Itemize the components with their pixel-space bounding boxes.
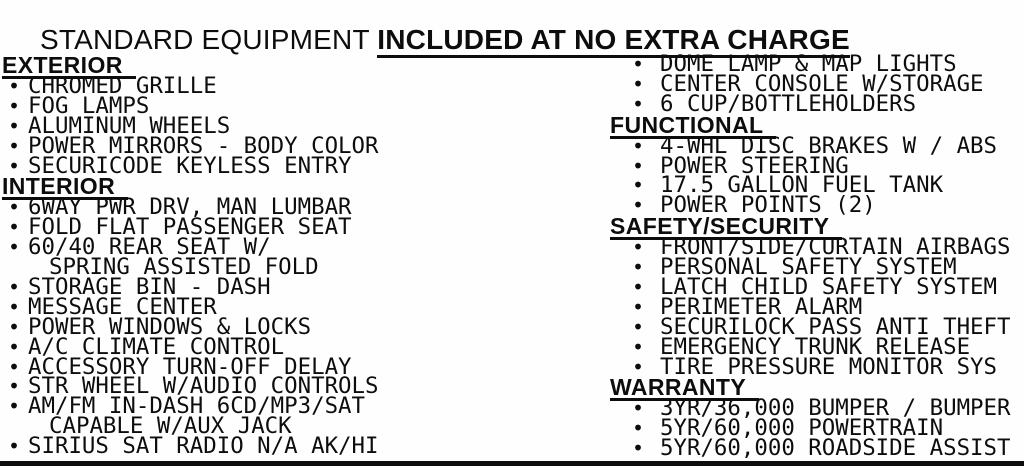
equipment-item-text: POWER POINTS (2) bbox=[660, 192, 876, 219]
bullet-icon: • bbox=[632, 71, 645, 96]
bullet-icon: • bbox=[8, 235, 21, 260]
section-heading-text: INTERIOR bbox=[2, 176, 128, 200]
equipment-item-text: DOME LAMP & MAP LIGHTS bbox=[660, 51, 957, 77]
bullet-icon: • bbox=[632, 255, 645, 280]
bullet-icon: • bbox=[632, 133, 645, 158]
equipment-item-text: CAPABLE W/AUX JACK bbox=[49, 413, 292, 440]
section-heading-text: EXTERIOR bbox=[2, 55, 136, 79]
bullet-icon: • bbox=[8, 133, 21, 158]
equipment-item-text: 6WAY PWR DRV, MAN LUMBAR bbox=[28, 194, 352, 221]
equipment-item-text: CENTER CONSOLE W/STORAGE bbox=[660, 70, 984, 97]
equipment-item-text: FOLD FLAT PASSENGER SEAT bbox=[28, 214, 352, 241]
equipment-item-text: EMERGENCY TRUNK RELEASE bbox=[660, 333, 971, 360]
equipment-item bbox=[610, 353, 1011, 380]
bullet-icon: • bbox=[8, 314, 21, 339]
bullet-icon: • bbox=[8, 374, 21, 399]
equipment-item-text: TIRE PRESSURE MONITOR SYS bbox=[660, 353, 998, 380]
bullet-icon: • bbox=[8, 394, 21, 419]
equipment-item-text: 3YR/36,000 BUMPER / BUMPER bbox=[660, 395, 1011, 422]
bullet-icon: • bbox=[632, 314, 645, 339]
equipment-item-text: 60/40 REAR SEAT W/ bbox=[28, 234, 271, 261]
equipment-item bbox=[2, 433, 379, 460]
bullet-icon: • bbox=[8, 334, 21, 359]
equipment-item-text: LATCH CHILD SAFETY SYSTEM bbox=[660, 274, 998, 301]
equipment-item-text: POWER MIRRORS - BODY COLOR bbox=[28, 132, 379, 159]
bullet-icon: • bbox=[632, 52, 645, 76]
equipment-item-text: AM/FM IN-DASH 6CD/MP3/SAT bbox=[28, 393, 366, 420]
bullet-icon: • bbox=[632, 396, 645, 421]
equipment-item-text: 4-WHL DISC BRAKES W / ABS bbox=[660, 132, 998, 159]
equipment-item-text: STORAGE BIN - DASH bbox=[28, 274, 271, 301]
equipment-item-text: MESSAGE CENTER bbox=[28, 293, 217, 320]
bullet-icon: • bbox=[8, 215, 21, 240]
bullet-icon: • bbox=[8, 74, 21, 98]
equipment-item-text: SPRING ASSISTED FOLD bbox=[49, 254, 319, 281]
equipment-column-right bbox=[610, 51, 1011, 462]
equipment-item-text: 5YR/60,000 ROADSIDE ASSIST bbox=[660, 435, 1011, 462]
equipment-item-text: STR WHEEL W/AUDIO CONTROLS bbox=[28, 373, 379, 400]
equipment-item-text: ACCESSORY TURN-OFF DELAY bbox=[28, 353, 352, 380]
section-heading-text: WARRANTY bbox=[610, 377, 759, 401]
equipment-item-text: 5YR/60,000 POWERTRAIN bbox=[660, 415, 944, 442]
bullet-icon: • bbox=[8, 93, 21, 118]
bullet-icon: • bbox=[632, 436, 645, 461]
bullet-icon: • bbox=[8, 113, 21, 138]
equipment-item-text: SECURICODE KEYLESS ENTRY bbox=[28, 152, 352, 179]
bullet-icon: • bbox=[632, 153, 645, 178]
bullet-icon: • bbox=[8, 434, 21, 459]
bullet-icon: • bbox=[632, 416, 645, 441]
bullet-icon: • bbox=[8, 354, 21, 379]
bullet-icon: • bbox=[632, 235, 645, 260]
equipment-item-text: FRONT/SIDE/CURTAIN AIRBAGS bbox=[660, 234, 1011, 261]
bullet-icon: • bbox=[632, 91, 645, 116]
equipment-item bbox=[610, 90, 1011, 117]
bullet-icon: • bbox=[8, 294, 21, 319]
bullet-icon: • bbox=[632, 334, 645, 359]
section-heading-text: SAFETY/SECURITY bbox=[610, 216, 842, 240]
equipment-item-text: 6 CUP/BOTTLEHOLDERS bbox=[660, 90, 917, 117]
bullet-icon: • bbox=[632, 193, 645, 218]
section-heading-text: FUNCTIONAL bbox=[610, 115, 776, 139]
bullet-icon: • bbox=[8, 153, 21, 178]
equipment-item-text: SECURILOCK PASS ANTI THEFT bbox=[660, 313, 1011, 340]
page-title-emphasis: INCLUDED AT NO EXTRA CHARGE bbox=[377, 25, 850, 58]
bottom-divider bbox=[0, 461, 1024, 466]
equipment-item-text: FOG LAMPS bbox=[28, 92, 150, 119]
equipment-item-text: A/C CLIMATE CONTROL bbox=[28, 333, 285, 360]
bullet-icon: • bbox=[632, 275, 645, 300]
equipment-item bbox=[2, 152, 379, 179]
bullet-icon: • bbox=[8, 195, 21, 220]
bullet-icon: • bbox=[632, 354, 645, 379]
equipment-item-text: PERSONAL SAFETY SYSTEM bbox=[660, 254, 957, 281]
equipment-item-text: 17.5 GALLON FUEL TANK bbox=[660, 172, 944, 199]
equipment-item-text: ALUMINUM WHEELS bbox=[28, 112, 231, 139]
equipment-item-text: POWER STEERING bbox=[660, 152, 849, 179]
equipment-item-text: POWER WINDOWS & LOCKS bbox=[28, 313, 312, 340]
equipment-item-text: SIRIUS SAT RADIO N/A AK/HI bbox=[28, 433, 379, 460]
bullet-icon: • bbox=[632, 294, 645, 319]
bullet-icon: • bbox=[632, 173, 645, 198]
bullet-icon: • bbox=[8, 275, 21, 300]
page-title-regular: STANDARD EQUIPMENT bbox=[40, 24, 370, 55]
equipment-item bbox=[610, 192, 1011, 219]
equipment-item bbox=[610, 435, 1011, 462]
equipment-column-left bbox=[2, 52, 379, 460]
equipment-item-text: CHROMED GRILLE bbox=[28, 73, 217, 99]
equipment-item-text: PERIMETER ALARM bbox=[660, 293, 863, 320]
